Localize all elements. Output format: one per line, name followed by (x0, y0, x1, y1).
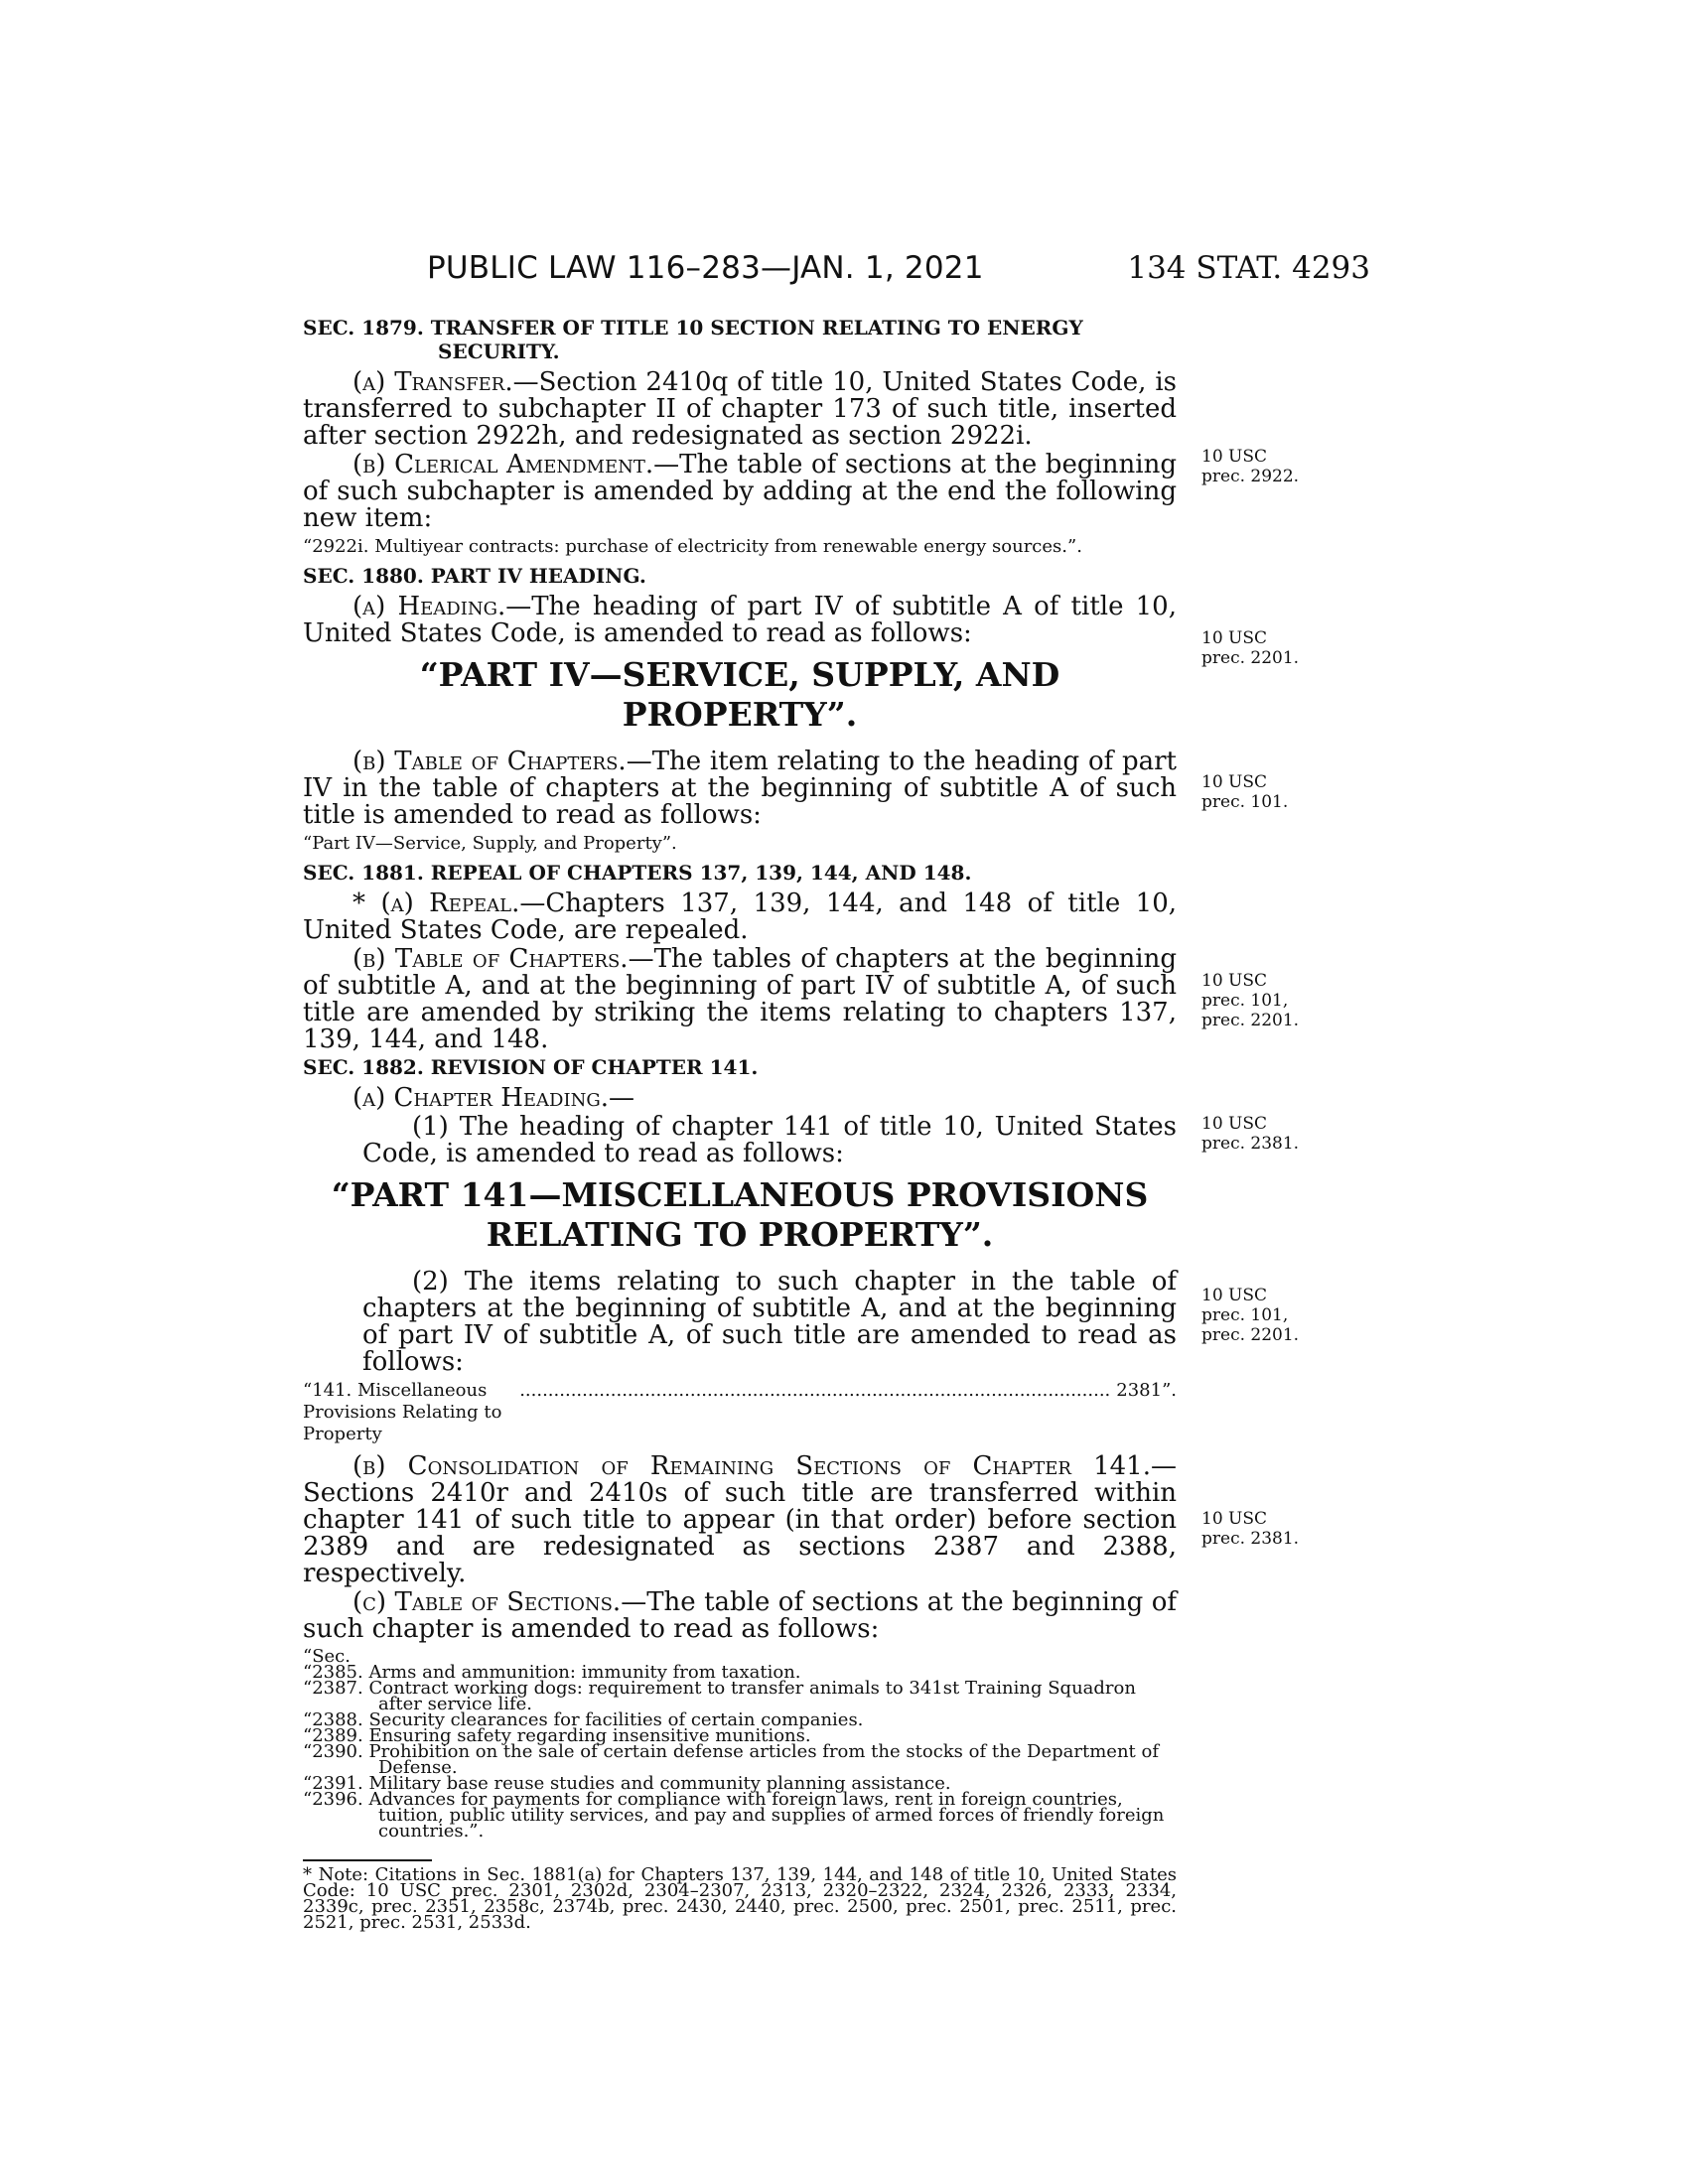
section-1880-a (303, 594, 1177, 647)
section-1879-b (303, 452, 1177, 532)
table-row: “2385. Arms and ammunition: immunity from taxation. (303, 1662, 801, 1683)
running-head: PUBLIC LAW 116–283—JAN. 1, 2021 (427, 250, 984, 286)
section-1881-a-text: —Chapters 137, 139, 144, and 148 of title 10, United States Code, are repealed. (303, 888, 1178, 945)
section-1879-b-label: (b) Clerical Amendment. (352, 450, 654, 479)
section-1879-heading (303, 316, 1177, 363)
section-1880-a-text: —The heading of part IV of subtitle A of title 10, United States Code, is amended to read as follows: (303, 592, 1177, 648)
footnote-rule (303, 1859, 432, 1861)
part-141-heading (303, 1175, 1177, 1255)
section-1882-b (303, 1453, 1177, 1587)
section-1882-c-label: (c) Table of Sections. (352, 1587, 622, 1617)
section-1882-a (303, 1085, 1177, 1112)
section-1880-item: “Part IV—Service, Supply, and Property”. (303, 833, 677, 854)
page-header (427, 250, 1370, 290)
section-1881-heading: SEC. 1881. REPEAL OF CHAPTERS 137, 139, 144, AND 148. (303, 861, 972, 885)
table-row: “2388. Security clearances for facilities of certain companies. (303, 1709, 864, 1730)
part-141-heading-line1: “PART 141—MISCELLANEOUS PROVISIONS (331, 1175, 1149, 1214)
table-row: “2389. Ensuring safety regarding insensitive munitions. (303, 1725, 811, 1746)
table-row: “2387. Contract working dogs: requirement to transfer animals to 341st Training Squadron after service life. (303, 1678, 1136, 1714)
section-1882-a-dash: — (608, 1083, 634, 1113)
document-body (303, 316, 1177, 1931)
section-1879-a-text: —Section 2410q of title 10, United States Code, is transferred to subchapter II of chapter 173 of such title, inserted after section 2922h, and redesignated as section 2922i. (303, 367, 1177, 451)
section-1882-a-label: (a) Chapter Heading. (352, 1083, 609, 1113)
section-1882-c (303, 1589, 1177, 1643)
table-of-sections (303, 1646, 1177, 1842)
section-1882-c-text: —The table of sections at the beginning of such chapter is amended to read as follows: (303, 1587, 1177, 1644)
margin-note: 10 USC prec. 101. (1201, 772, 1289, 812)
section-1880-b-label: (b) Table of Chapters. (352, 747, 627, 776)
section-1880-b-text: —The item relating to the heading of part IV in the table of chapters at the beginning of subtitle A of such title is amended to read as follows: (303, 747, 1177, 830)
toc-item-title: “141. Miscellaneous Provisions Relating to Property (303, 1380, 502, 1444)
section-1881-b (303, 946, 1177, 1053)
table-row: “2391. Military base reuse studies and community planning assistance. (303, 1773, 951, 1794)
chapter-141-toc-item (303, 1380, 1177, 1445)
section-1879-heading-line1: SEC. 1879. TRANSFER OF TITLE 10 SECTION RELATING TO ENERGY (303, 316, 1083, 340)
section-1879-new-item: “2922i. Multiyear contracts: purchase of electricity from renewable energy sources.”. (303, 536, 1082, 557)
margin-note: 10 USC prec. 2381. (1201, 1509, 1300, 1549)
table-row: “2396. Advances for payments for compliance with foreign laws, rent in foreign countries, tuition, public utility services, and pay and supplies of armed forces of friendly foreign countries.”. (303, 1789, 1165, 1842)
part-iv-heading: “PART IV—SERVICE, SUPPLY, AND PROPERTY”. (419, 655, 1060, 734)
section-1882-a2: (2) The items relating to such chapter in the table of chapters at the beginning of subtitle A, and at the beginning of part IV of subtitle A, of such title are amended to read as follows: (362, 1267, 1177, 1377)
section-1882-b-label: (b) Consolidation of Remaining Sections of Chapter 141. (352, 1451, 1151, 1481)
section-1881-a-label: * (a) Repeal. (352, 888, 520, 918)
margin-note: 10 USC prec. 101, prec. 2201. (1201, 1286, 1300, 1345)
section-1880-b (303, 749, 1177, 829)
footnote: * Note: Citations in Sec. 1881(a) for Chapters 137, 139, 144, and 148 of title 10, United States Code: 10 USC prec. 2301, 2302d, 2304–2307, 2313, 2320–2322, 2324, 2326, 2333, 2334, 2339c, prec. 2351, 2358c, 2374b, prec. 2430, 2440, prec. 2500, prec. 2501, prec. 2511, prec. 2521, prec. 2531, 2533d. (303, 1864, 1177, 1933)
toc-item-page: 2381”. (1116, 1380, 1177, 1401)
toc-leader-dots: ........................................................................................................ (519, 1380, 1111, 1401)
table-row: “Sec. (303, 1646, 351, 1667)
table-row: “2390. Prohibition on the sale of certain defense articles from the stocks of the Department of Defense. (303, 1741, 1160, 1778)
section-1882-b-text: —Sections 2410r and 2410s of such title are transferred within chapter 141 of such title to appear (in that order) before section 2389 and are redesignated as sections 2387 and 2388, respectively. (303, 1451, 1177, 1588)
section-1879-b-text: —The table of sections at the beginning of such subchapter is amended by adding at the end the following new item: (303, 450, 1177, 533)
section-1879-heading-line2: SECURITY. (438, 340, 560, 363)
section-1881-b-text: —The tables of chapters at the beginning of subtitle A, and at the beginning of part IV of subtitle A, of such title are amended by striking the items relating to chapters 137, 139, 144, and 148. (303, 944, 1177, 1054)
section-1879-a (303, 369, 1177, 450)
section-1882-heading: SEC. 1882. REVISION OF CHAPTER 141. (303, 1055, 759, 1079)
section-1879-a-label: (a) Transfer. (352, 367, 513, 397)
margin-note: 10 USC prec. 101, prec. 2201. (1201, 971, 1300, 1030)
section-1882-a1: (1) The heading of chapter 141 of title 10, United States Code, is amended to read as follows: (362, 1112, 1177, 1168)
part-141-heading-line2: RELATING TO PROPERTY”. (486, 1215, 994, 1254)
margin-note: 10 USC prec. 2381. (1201, 1114, 1300, 1154)
section-1880-a-label: (a) Heading. (352, 592, 506, 621)
margin-note: 10 USC prec. 2922. (1201, 447, 1300, 486)
section-1880-heading: SEC. 1880. PART IV HEADING. (303, 564, 646, 588)
section-1881-a (303, 890, 1177, 944)
statute-citation: 134 STAT. 4293 (1127, 250, 1370, 286)
margin-note: 10 USC prec. 2201. (1201, 628, 1300, 668)
section-1881-b-label: (b) Table of Chapters. (352, 944, 629, 974)
